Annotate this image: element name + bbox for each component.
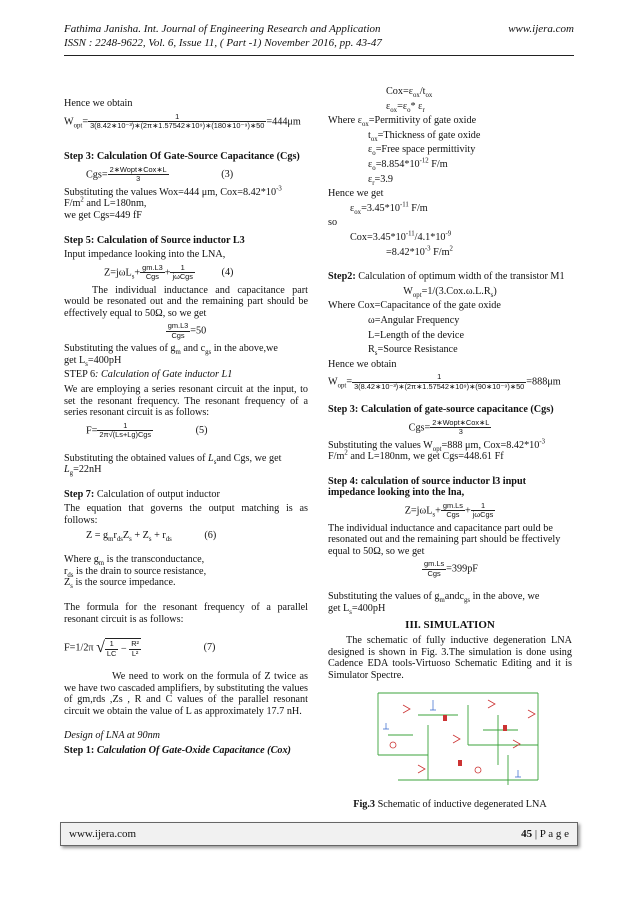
cox-calc: $Cox=3.45*10^{-11}/4.1*10^{-9}$ xyxy=(350,230,452,243)
work-paragraph: We need to work on the formula of Z twice as we have two cascaded amplifiers, by substituting the values of gm,rds ,Zs , R and C values of the parallel resonant circuit we obtain the value of L as approximately 17.7 nH. xyxy=(64,670,308,717)
step1-heading: Step 1: Calculation Of Gate-Oxide Capacitance (Cox) xyxy=(64,744,291,756)
obtained-substitution: Substituting the obtained values of $L_sand$ Cgs, we get $L_g=22nH$ xyxy=(64,452,282,478)
so-text: so xyxy=(328,217,338,229)
step3-heading: Step 3: Calculation Of Gate-Source Capacitance (Cgs) xyxy=(64,151,300,163)
footer-website[interactable]: www.ijera.com xyxy=(69,828,137,840)
step6-heading: STEP 6: Calculation of Gate inductor L1 xyxy=(64,369,233,381)
lna-schematic-figure xyxy=(358,685,558,795)
sub-888: Substituting the values $W_{opt}=888$ μm, $Cox=8.42*10^{-3}$ $F/m^2$ and L=180nm, we get Cgs=448.61 Ff xyxy=(328,438,546,463)
r50-equation: $\frac{gm.L3}{\text{Cgs}}$ =50 xyxy=(167,321,207,340)
step5-heading: Step 5: Calculation of Source inductor L3 xyxy=(64,234,245,246)
eo-value: $\varepsilon_o=8.854*10^{-12}$ F/m xyxy=(368,157,448,172)
step5-intro: Input impedance looking into the LNA, xyxy=(64,249,226,261)
where-cox: Where Cox=Capacitance of the gate oxide xyxy=(328,300,501,312)
f-equation: F= $\frac{1}{\text{2π√(Ls+Lg)Cgs}}$ (5) xyxy=(86,420,208,440)
step4-heading-right: Step 4: calculation of source inductor l3 input impedance looking into the lna, xyxy=(328,475,527,499)
eo-def: $\varepsilon_o=Free$ space permittivity xyxy=(368,144,476,158)
cgs-equation: Cgs= $\frac{\text{2∗Wopt∗Cox∗L}}{3}$ (3) xyxy=(86,165,234,184)
journal-website[interactable]: www.ijera.com xyxy=(508,23,574,35)
series-paragraph: We are employing a series resonant circuit at the input, to set the resonant frequency. The resonant frequency of a series resonant circuit is as follows: xyxy=(64,383,308,419)
tox-def: $t_{ox}=Thickness$ of gate oxide xyxy=(368,129,481,143)
hence-obtain-right: Hence we obtain xyxy=(328,358,397,370)
hence-get: Hence we get xyxy=(328,188,384,200)
z2-equation: $Z = g_mr_{ds}Z_s + Z_s + r_{ds}$ (6) xyxy=(86,529,217,543)
simulation-paragraph: The schematic of fully inductive degeneration LNA designed is shown in Fig. 3.The simulation is done using Cadence EDA tools-Virtuoso Schematic Editing and it is Simulator Spectre. xyxy=(328,635,572,681)
design-title: Design of LNA at 90nm xyxy=(64,730,161,742)
where-eps: Where $\varepsilon_{ox}=Permitivity$ of gate oxide xyxy=(328,115,477,129)
wopt-equation: $W_{opt}=$ $\frac{1}{\text{3(8.42∗10⁻³)∗(2π∗1.57542∗10⁹)∗(180∗10⁻⁹)∗50}}$ =444μm xyxy=(64,111,301,130)
cgs-substitution: Substituting the values Wox=444 μm, $Cox=8.42*10^{-3}$ $F/m^2$ and L=180nm, we get Cgs=449 fF xyxy=(64,185,282,221)
footer-page-number: 45 | P a g e xyxy=(521,828,569,840)
length-def: L=Length of the device xyxy=(368,329,464,341)
er-value: $\varepsilon_r=3.9$ xyxy=(368,173,394,187)
z-equation-right: Z=jωL$_s$+ $\frac{gm.Ls}{\text{Cgs}}$ + $\frac{1}{\text{jωCgs}}$ xyxy=(404,500,494,520)
cgs-equation-right: Cgs= $\frac{\text{2∗Wopt∗Cox∗L}}{3}$ xyxy=(408,417,490,437)
f2-equation: F=1/2π √ $\frac{1}{LC}$ − $\frac{\text{R²}}{\text{L²}}$ (7) xyxy=(64,639,216,658)
r399-equation: $\frac{gm.Ls}{\text{Cgs}}$ =399pF xyxy=(424,559,478,578)
journal-title: Fathima Janisha. Int. Journal of Engineering Research and Application xyxy=(64,23,381,35)
z-equation: Z=jωL$_s$+ $\frac{gm.L3}{\text{Cgs}}$ + $\frac{1}{\text{jωCgs}}$ (4) xyxy=(104,262,234,282)
inductance-paragraph: The individual inductance and capacitance part would be resonated out and the remaining part should be effectively equal to 50Ω, so we get xyxy=(64,284,308,319)
page-footer xyxy=(60,822,578,846)
right-column xyxy=(328,86,572,811)
where-definitions: Where $g_m$ is the transconductance, $r_{ds}$ is the drain to source resistance, $Z_s$ is the source impedance. xyxy=(64,554,207,591)
cox-definition: $Cox=\varepsilon_{ox}/t_{ox}$ xyxy=(386,86,433,100)
gm-substitution: Substituting the values of $g_m$ and $c_{gs}$ in the above,we get $L_s=400pH$ xyxy=(64,343,278,368)
hence-obtain: Hence we obtain xyxy=(64,98,133,109)
wopt2-equation: $W_{opt}=$ $\frac{1}{\text{3(8.42∗10⁻³)∗(2π∗1.57542∗10⁹)∗(90∗10⁻⁹)∗50}}$ =888μm xyxy=(328,372,561,391)
left-column xyxy=(64,98,308,759)
final-substitution: Substituting the values of $g_mandc_{gs}$ in the above, we get $L_s=400pH$ xyxy=(328,591,540,616)
eox-value: $\varepsilon_{ox}=3.45*10^{-11}$ F/m xyxy=(350,201,428,216)
wopt-fraction: $\frac{1}{\text{3(8.42∗10⁻³)∗(2π∗1.57542∗10⁹)∗(180∗10⁻⁹)∗50}}$ xyxy=(90,111,265,130)
epsilon-definition: $\varepsilon_{ox}=\varepsilon_o*$ $\varepsilon_r$ xyxy=(386,100,425,114)
cox-result: $=8.42*10^{-3}$ $F/m^2$ xyxy=(386,245,453,258)
step2-heading: Step2: Calculation of optimum width of the transistor M1 xyxy=(328,271,565,283)
wopt-formula: $W_{opt}=1/(3.Cox.\omega.L.R_s)$ xyxy=(403,285,497,299)
rs-def: $R_s=Source$ Resistance xyxy=(368,344,458,358)
figure-caption: Fig.3 Schematic of inductive degenerated LNA xyxy=(353,799,547,811)
issue-line: ISSN : 2248-9622, Vol. 6, Issue 11, ( Part -1) November 2016, pp. 43-47 xyxy=(64,37,382,49)
omega-def: ω=Angular Frequency xyxy=(368,314,460,326)
page-header xyxy=(64,22,574,50)
header-rule xyxy=(64,55,574,56)
simulation-heading: III. SIMULATION xyxy=(405,619,495,632)
step3-heading-right: Step 3: Calculation of gate-source capacitance (Cgs) xyxy=(328,404,554,416)
formula-paragraph: The formula for the resonant frequency of a parallel resonant circuit is as follows: xyxy=(64,601,308,625)
output-paragraph: The equation that governs the output matching is as follows: xyxy=(64,503,308,526)
step7-heading: Step 7: Calculation of output inductor xyxy=(64,488,220,500)
ind-paragraph-right: The individual inductance and capacitance part ould be resonated out and the remaining part should be ffectively equal to 50Ω, so we get xyxy=(328,522,561,557)
